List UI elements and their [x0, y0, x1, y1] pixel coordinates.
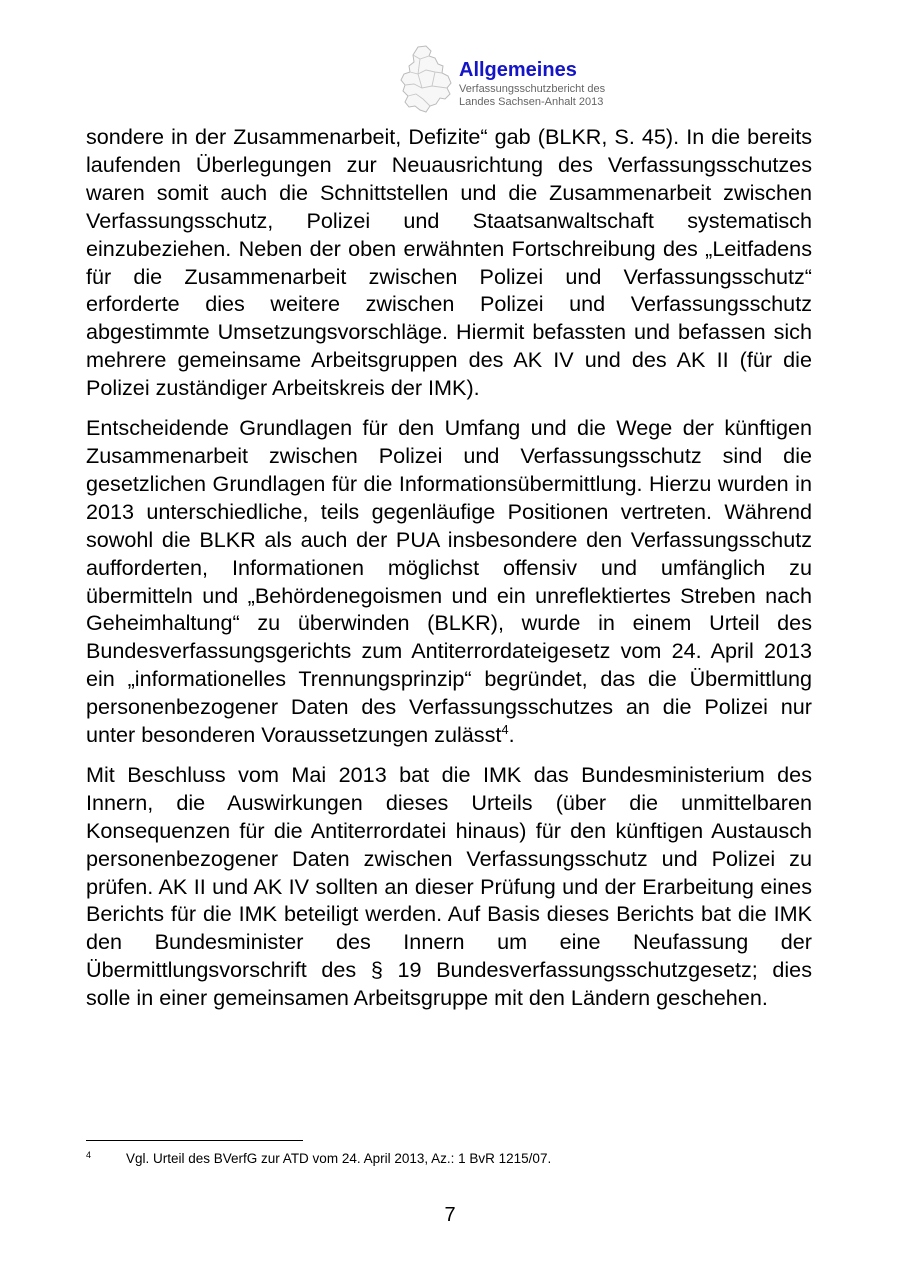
paragraph-2-text: Entscheidende Grundlagen für den Umfang und die Wege der künftigen Zusammenarbeit zwischen Polizei und Verfassungsschutz sind die gesetzlichen Grundlagen für die Informationsübermittlung. Hierzu wurden in 2013 unterschiedliche, teils gegenläufige Positionen vertreten. Während sowohl die BLKR als auch der PUA insbesondere den Verfassungsschutz aufforderten, Informationen möglichst offensiv und umfänglich zu übermitteln und „Behördenegoismen und ein unreflektiertes Streben nach Geheimhaltung“ zu überwinden (BLKR), wurde in einem Urteil des Bundesverfassungsgerichts zum Antiterrordateigesetz vom 24. April 2013 ein „informationelles Trennungsprinzip“ begründet, das die Übermittlung personenbezogener Daten des Verfassungsschutzes an die Polizei nur unter besonderen Voraussetzungen zulässt [86, 415, 812, 748]
paragraph-3: Mit Beschluss vom Mai 2013 bat die IMK das Bundesministerium des Innern, die Auswirkungen dieses Urteils (über die unmittelbaren Konsequenzen für die Antiterrordatei hinaus) für den künftigen Austausch personenbezogener Daten zwischen Verfassungsschutz und Polizei zu prüfen. AK II und AK IV sollten an dieser Prüfung und der Erarbeitung eines Berichts für die IMK beteiligt werden. Auf Basis dieses Berichts bat die IMK den Bundesminister des Innern um eine Neufassung der Übermittlungsvorschrift des § 19 Bundesverfassungsschutzgesetz; dies solle in einer gemeinsamen Arbeitsgruppe mit den Ländern geschehen. [86, 761, 812, 1011]
page-number: 7 [444, 1204, 456, 1226]
paragraph-2 [86, 414, 812, 749]
footnote-number: 4 [86, 1150, 92, 1160]
footnote-text: Vgl. Urteil des BVerfG zur ATD vom 24. April 2013, Az.: 1 BvR 1215/07. [126, 1151, 552, 1166]
footnote-reference[interactable]: 4 [501, 722, 509, 738]
saxony-anhalt-map-icon [396, 44, 454, 114]
header-subtitle-line1: Verfassungsschutzbericht des [459, 83, 606, 95]
footnote-separator [86, 1140, 303, 1141]
paragraph-2-end: . [508, 722, 515, 748]
body-text [86, 123, 812, 1024]
header-subtitle-line2: Landes Sachsen-Anhalt 2013 [459, 96, 604, 108]
page-header [396, 44, 636, 116]
paragraph-1: sondere in der Zusammenarbeit, Defizite“ gab (BLKR, S. 45). In die bereits laufenden Überlegungen zur Neuausrichtung des Verfassungsschutzes waren somit auch die Schnittstellen und die Zusammenarbeit zwischen Verfassungsschutz, Polizei und Staatsanwaltschaft systematisch einzubeziehen. Neben der oben erwähnten Fortschreibung des „Leitfadens für die Zusammenarbeit zwischen Polizei und Verfassungsschutz“ erforderte dies weitere zwischen Polizei und Verfassungsschutz abgestimmte Umsetzungsvorschläge. Hiermit befassten und befassen sich mehrere gemeinsame Arbeitsgruppen des AK IV und des AK II (für die Polizei zuständiger Arbeitskreis der IMK). [86, 124, 812, 401]
header-title: Allgemeines [459, 59, 577, 81]
